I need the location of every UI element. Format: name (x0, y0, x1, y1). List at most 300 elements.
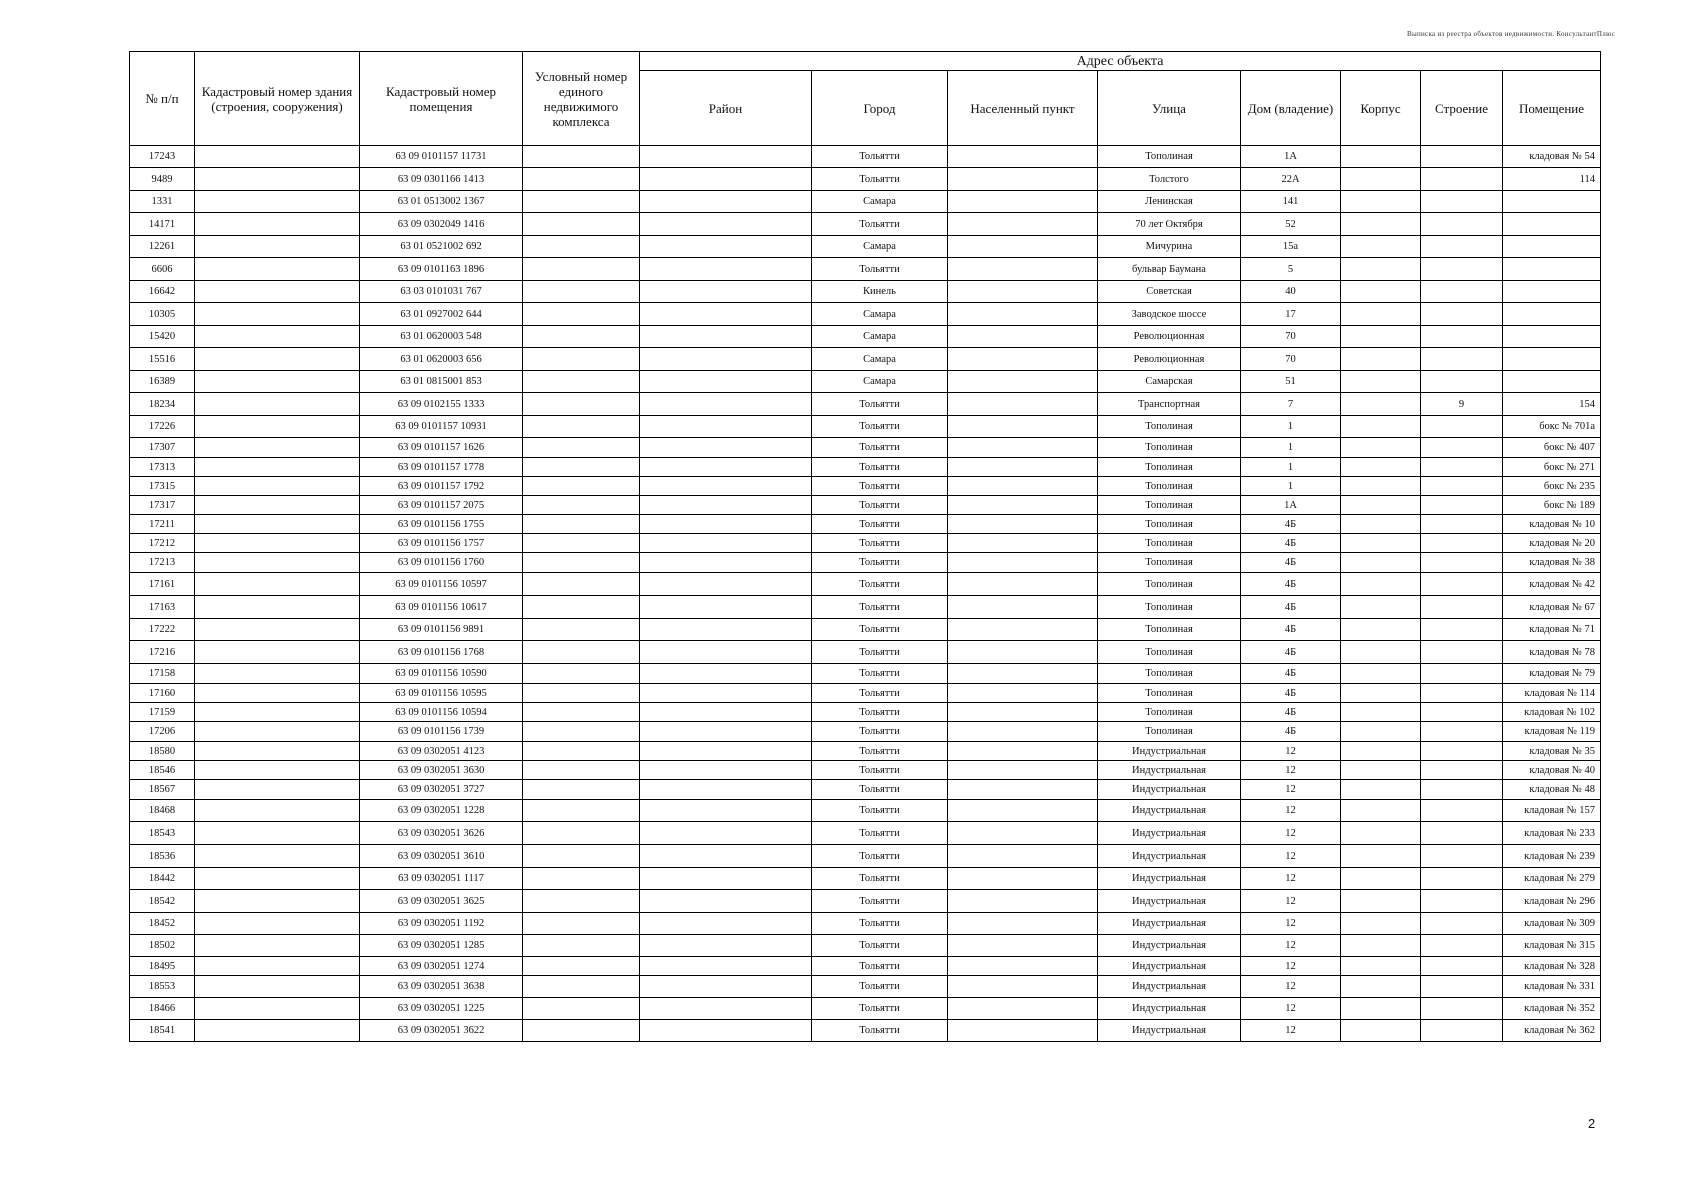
row-pomeshenie (1503, 303, 1601, 326)
row-pomeshenie: кладовая № 35 (1503, 742, 1601, 761)
row-num: 18502 (130, 935, 195, 957)
row-house: 51 (1241, 371, 1341, 393)
row-cad-room: 63 09 0302051 1117 (360, 868, 523, 890)
row-cond-num (523, 553, 640, 573)
row-cond-num (523, 761, 640, 780)
col-street-header: Улица (1098, 71, 1241, 146)
row-cad-building (195, 326, 360, 348)
table-row (130, 913, 1601, 935)
row-cond-num (523, 438, 640, 458)
row-street: Индустриальная (1098, 935, 1241, 957)
row-settlement (948, 553, 1098, 573)
table-row (130, 935, 1601, 957)
row-settlement (948, 458, 1098, 477)
row-street: Индустриальная (1098, 761, 1241, 780)
row-city: Тольятти (812, 780, 948, 800)
table-row (130, 371, 1601, 393)
row-stroenie (1421, 168, 1503, 191)
row-stroenie (1421, 416, 1503, 438)
row-cad-building (195, 998, 360, 1020)
col-city-header: Город (812, 71, 948, 146)
row-street: Революционная (1098, 348, 1241, 371)
row-city: Тольятти (812, 477, 948, 496)
row-settlement (948, 515, 1098, 534)
row-district (640, 1020, 812, 1042)
row-city: Самара (812, 191, 948, 213)
row-korpus (1341, 845, 1421, 868)
row-num: 17243 (130, 146, 195, 168)
row-stroenie (1421, 146, 1503, 168)
row-city: Тольятти (812, 619, 948, 641)
row-korpus (1341, 998, 1421, 1020)
row-street: Тополиная (1098, 496, 1241, 515)
row-cond-num (523, 477, 640, 496)
row-district (640, 780, 812, 800)
row-city: Самара (812, 348, 948, 371)
row-district (640, 998, 812, 1020)
row-settlement (948, 477, 1098, 496)
row-korpus (1341, 348, 1421, 371)
row-stroenie (1421, 998, 1503, 1020)
table-row (130, 957, 1601, 976)
row-district (640, 596, 812, 619)
row-korpus (1341, 496, 1421, 515)
row-settlement (948, 326, 1098, 348)
row-district (640, 703, 812, 722)
row-korpus (1341, 281, 1421, 303)
row-street: Тополиная (1098, 703, 1241, 722)
table-row (130, 326, 1601, 348)
row-cad-room: 63 09 0302051 1225 (360, 998, 523, 1020)
row-num: 17313 (130, 458, 195, 477)
row-house: 12 (1241, 976, 1341, 998)
table-row (130, 845, 1601, 868)
row-cad-room: 63 01 0521002 692 (360, 236, 523, 258)
row-stroenie (1421, 534, 1503, 553)
row-korpus (1341, 935, 1421, 957)
row-stroenie (1421, 258, 1503, 281)
table-row (130, 573, 1601, 596)
row-num: 17317 (130, 496, 195, 515)
row-cad-building (195, 168, 360, 191)
row-settlement (948, 534, 1098, 553)
row-pomeshenie: кладовая № 352 (1503, 998, 1601, 1020)
row-cond-num (523, 619, 640, 641)
row-num: 12261 (130, 236, 195, 258)
row-district (640, 236, 812, 258)
row-settlement (948, 619, 1098, 641)
row-stroenie (1421, 868, 1503, 890)
row-pomeshenie: кладовая № 119 (1503, 722, 1601, 742)
row-district (640, 416, 812, 438)
row-korpus (1341, 742, 1421, 761)
row-house: 4Б (1241, 553, 1341, 573)
row-settlement (948, 664, 1098, 684)
table-row (130, 780, 1601, 800)
row-pomeshenie (1503, 213, 1601, 236)
row-stroenie (1421, 477, 1503, 496)
row-cond-num (523, 458, 640, 477)
row-cad-room: 63 01 0815001 853 (360, 371, 523, 393)
row-num: 18543 (130, 822, 195, 845)
row-stroenie (1421, 684, 1503, 703)
row-korpus (1341, 191, 1421, 213)
row-pomeshenie: бокс № 271 (1503, 458, 1601, 477)
row-num: 18442 (130, 868, 195, 890)
row-stroenie (1421, 596, 1503, 619)
row-district (640, 191, 812, 213)
row-settlement (948, 957, 1098, 976)
row-district (640, 348, 812, 371)
row-settlement (948, 641, 1098, 664)
row-city: Тольятти (812, 393, 948, 416)
row-cad-building (195, 573, 360, 596)
row-settlement (948, 703, 1098, 722)
row-stroenie (1421, 722, 1503, 742)
row-num: 17163 (130, 596, 195, 619)
row-stroenie (1421, 303, 1503, 326)
row-cad-building (195, 393, 360, 416)
row-cond-num (523, 664, 640, 684)
row-settlement (948, 213, 1098, 236)
row-cond-num (523, 998, 640, 1020)
row-num: 17315 (130, 477, 195, 496)
row-korpus (1341, 458, 1421, 477)
col-stroenie-header: Строение (1421, 71, 1503, 146)
row-city: Тольятти (812, 416, 948, 438)
row-district (640, 168, 812, 191)
row-house: 1 (1241, 458, 1341, 477)
row-cad-room: 63 09 0302051 3727 (360, 780, 523, 800)
row-cad-building (195, 371, 360, 393)
row-street: Тополиная (1098, 146, 1241, 168)
row-house: 52 (1241, 213, 1341, 236)
row-house: 12 (1241, 957, 1341, 976)
row-cad-building (195, 664, 360, 684)
row-cad-room: 63 09 0302051 3638 (360, 976, 523, 998)
row-cond-num (523, 913, 640, 935)
row-korpus (1341, 146, 1421, 168)
row-korpus (1341, 761, 1421, 780)
table-row (130, 553, 1601, 573)
row-settlement (948, 761, 1098, 780)
row-num: 17206 (130, 722, 195, 742)
row-pomeshenie: кладовая № 48 (1503, 780, 1601, 800)
row-stroenie (1421, 935, 1503, 957)
row-cad-building (195, 303, 360, 326)
row-num: 17213 (130, 553, 195, 573)
table-row (130, 168, 1601, 191)
row-street: Индустриальная (1098, 780, 1241, 800)
row-street: Тополиная (1098, 619, 1241, 641)
row-pomeshenie: кладовая № 78 (1503, 641, 1601, 664)
row-settlement (948, 236, 1098, 258)
row-cad-room: 63 09 0302049 1416 (360, 213, 523, 236)
row-cad-room: 63 09 0101156 1768 (360, 641, 523, 664)
row-settlement (948, 371, 1098, 393)
row-cad-room: 63 09 0101156 1760 (360, 553, 523, 573)
row-street: 70 лет Октября (1098, 213, 1241, 236)
row-cad-building (195, 722, 360, 742)
row-cond-num (523, 515, 640, 534)
row-city: Тольятти (812, 957, 948, 976)
row-house: 12 (1241, 780, 1341, 800)
row-num: 17216 (130, 641, 195, 664)
row-stroenie (1421, 780, 1503, 800)
row-cad-room: 63 09 0302051 1192 (360, 913, 523, 935)
row-korpus (1341, 722, 1421, 742)
row-korpus (1341, 213, 1421, 236)
row-stroenie (1421, 913, 1503, 935)
row-district (640, 438, 812, 458)
page-number: 2 (1588, 1116, 1596, 1131)
row-num: 17226 (130, 416, 195, 438)
row-stroenie (1421, 213, 1503, 236)
row-num: 18542 (130, 890, 195, 913)
row-pomeshenie: 114 (1503, 168, 1601, 191)
row-pomeshenie: кладовая № 331 (1503, 976, 1601, 998)
row-district (640, 761, 812, 780)
row-cad-room: 63 09 0302051 1285 (360, 935, 523, 957)
row-cad-room: 63 01 0620003 656 (360, 348, 523, 371)
row-street: Индустриальная (1098, 742, 1241, 761)
row-cond-num (523, 1020, 640, 1042)
row-pomeshenie: кладовая № 10 (1503, 515, 1601, 534)
row-district (640, 913, 812, 935)
row-house: 4Б (1241, 703, 1341, 722)
row-street: Тополиная (1098, 553, 1241, 573)
row-house: 4Б (1241, 641, 1341, 664)
table-row (130, 213, 1601, 236)
row-house: 1А (1241, 496, 1341, 515)
row-cond-num (523, 393, 640, 416)
row-stroenie (1421, 348, 1503, 371)
row-cad-room: 63 09 0101156 10617 (360, 596, 523, 619)
row-stroenie (1421, 800, 1503, 822)
row-cad-room: 63 09 0101157 1626 (360, 438, 523, 458)
row-cad-room: 63 09 0302051 1228 (360, 800, 523, 822)
row-street: Транспортная (1098, 393, 1241, 416)
row-pomeshenie: кладовая № 239 (1503, 845, 1601, 868)
row-settlement (948, 146, 1098, 168)
row-cad-building (195, 822, 360, 845)
row-stroenie (1421, 553, 1503, 573)
row-cad-room: 63 09 0101156 10594 (360, 703, 523, 722)
row-house: 12 (1241, 890, 1341, 913)
row-settlement (948, 890, 1098, 913)
table-row (130, 438, 1601, 458)
row-cond-num (523, 191, 640, 213)
row-cad-room: 63 09 0101156 1757 (360, 534, 523, 553)
row-settlement (948, 913, 1098, 935)
row-cad-building (195, 236, 360, 258)
row-num: 18541 (130, 1020, 195, 1042)
row-num: 17212 (130, 534, 195, 553)
row-korpus (1341, 168, 1421, 191)
col-house-header: Дом (владение) (1241, 71, 1341, 146)
row-cad-building (195, 534, 360, 553)
row-city: Тольятти (812, 664, 948, 684)
row-settlement (948, 191, 1098, 213)
table-row (130, 496, 1601, 515)
row-num: 18468 (130, 800, 195, 822)
row-house: 1 (1241, 416, 1341, 438)
row-cad-building (195, 619, 360, 641)
row-num: 18452 (130, 913, 195, 935)
row-cond-num (523, 496, 640, 515)
row-stroenie (1421, 573, 1503, 596)
row-cad-building (195, 800, 360, 822)
col-settlement-header: Населенный пункт (948, 71, 1098, 146)
row-cond-num (523, 742, 640, 761)
row-district (640, 553, 812, 573)
row-cad-room: 63 09 0102155 1333 (360, 393, 523, 416)
row-settlement (948, 416, 1098, 438)
table-row (130, 477, 1601, 496)
row-cond-num (523, 236, 640, 258)
row-house: 7 (1241, 393, 1341, 416)
table-row (130, 822, 1601, 845)
row-cond-num (523, 168, 640, 191)
row-num: 18495 (130, 957, 195, 976)
row-cond-num (523, 281, 640, 303)
row-city: Тольятти (812, 496, 948, 515)
row-city: Тольятти (812, 168, 948, 191)
row-cad-building (195, 780, 360, 800)
row-house: 12 (1241, 761, 1341, 780)
row-korpus (1341, 684, 1421, 703)
row-house: 12 (1241, 742, 1341, 761)
row-settlement (948, 722, 1098, 742)
table-row (130, 348, 1601, 371)
row-num: 18466 (130, 998, 195, 1020)
row-num: 16642 (130, 281, 195, 303)
table-row (130, 868, 1601, 890)
row-pomeshenie: кладовая № 296 (1503, 890, 1601, 913)
row-stroenie (1421, 641, 1503, 664)
row-korpus (1341, 326, 1421, 348)
col-cond-num-header: Условный номер единого недвижимого комплекса (523, 52, 640, 146)
row-city: Тольятти (812, 258, 948, 281)
row-stroenie (1421, 496, 1503, 515)
row-cad-room: 63 09 0101157 1792 (360, 477, 523, 496)
row-house: 4Б (1241, 596, 1341, 619)
row-pomeshenie: кладовая № 157 (1503, 800, 1601, 822)
row-street: Тополиная (1098, 722, 1241, 742)
row-pomeshenie (1503, 326, 1601, 348)
row-cad-building (195, 258, 360, 281)
row-korpus (1341, 553, 1421, 573)
row-district (640, 477, 812, 496)
row-cad-building (195, 957, 360, 976)
row-street: Индустриальная (1098, 1020, 1241, 1042)
row-settlement (948, 800, 1098, 822)
row-district (640, 515, 812, 534)
table-row (130, 703, 1601, 722)
row-cond-num (523, 371, 640, 393)
row-district (640, 573, 812, 596)
table-row (130, 722, 1601, 742)
row-korpus (1341, 258, 1421, 281)
row-cond-num (523, 416, 640, 438)
row-district (640, 213, 812, 236)
row-settlement (948, 684, 1098, 703)
row-korpus (1341, 913, 1421, 935)
row-settlement (948, 496, 1098, 515)
row-city: Тольятти (812, 800, 948, 822)
row-pomeshenie (1503, 371, 1601, 393)
table-row (130, 258, 1601, 281)
row-house: 22А (1241, 168, 1341, 191)
row-cad-building (195, 553, 360, 573)
row-district (640, 684, 812, 703)
row-stroenie (1421, 438, 1503, 458)
row-street: Индустриальная (1098, 845, 1241, 868)
row-district (640, 722, 812, 742)
row-city: Тольятти (812, 458, 948, 477)
row-cad-building (195, 416, 360, 438)
row-cond-num (523, 534, 640, 553)
row-korpus (1341, 800, 1421, 822)
row-pomeshenie (1503, 348, 1601, 371)
row-korpus (1341, 438, 1421, 458)
row-korpus (1341, 890, 1421, 913)
row-stroenie (1421, 822, 1503, 845)
row-city: Тольятти (812, 553, 948, 573)
row-city: Тольятти (812, 703, 948, 722)
row-num: 18536 (130, 845, 195, 868)
row-pomeshenie: кладовая № 114 (1503, 684, 1601, 703)
row-house: 12 (1241, 822, 1341, 845)
row-district (640, 641, 812, 664)
row-num: 15420 (130, 326, 195, 348)
row-stroenie (1421, 458, 1503, 477)
row-korpus (1341, 534, 1421, 553)
row-house: 1А (1241, 146, 1341, 168)
table-row (130, 890, 1601, 913)
row-city: Тольятти (812, 998, 948, 1020)
row-cad-room: 63 09 0101156 1739 (360, 722, 523, 742)
row-cad-building (195, 146, 360, 168)
row-cad-room: 63 09 0101163 1896 (360, 258, 523, 281)
row-city: Тольятти (812, 573, 948, 596)
row-korpus (1341, 371, 1421, 393)
row-num: 17211 (130, 515, 195, 534)
row-pomeshenie: кладовая № 315 (1503, 935, 1601, 957)
table-row (130, 515, 1601, 534)
row-street: Тополиная (1098, 416, 1241, 438)
row-num: 1331 (130, 191, 195, 213)
row-street: Индустриальная (1098, 868, 1241, 890)
row-settlement (948, 348, 1098, 371)
row-house: 70 (1241, 348, 1341, 371)
row-pomeshenie: бокс № 235 (1503, 477, 1601, 496)
row-cad-room: 63 03 0101031 767 (360, 281, 523, 303)
row-settlement (948, 742, 1098, 761)
table-row (130, 596, 1601, 619)
row-korpus (1341, 303, 1421, 326)
row-settlement (948, 780, 1098, 800)
row-house: 1 (1241, 438, 1341, 458)
row-cond-num (523, 703, 640, 722)
row-city: Тольятти (812, 742, 948, 761)
row-district (640, 742, 812, 761)
row-cond-num (523, 303, 640, 326)
row-cond-num (523, 641, 640, 664)
table-row (130, 742, 1601, 761)
row-city: Кинель (812, 281, 948, 303)
row-num: 17158 (130, 664, 195, 684)
